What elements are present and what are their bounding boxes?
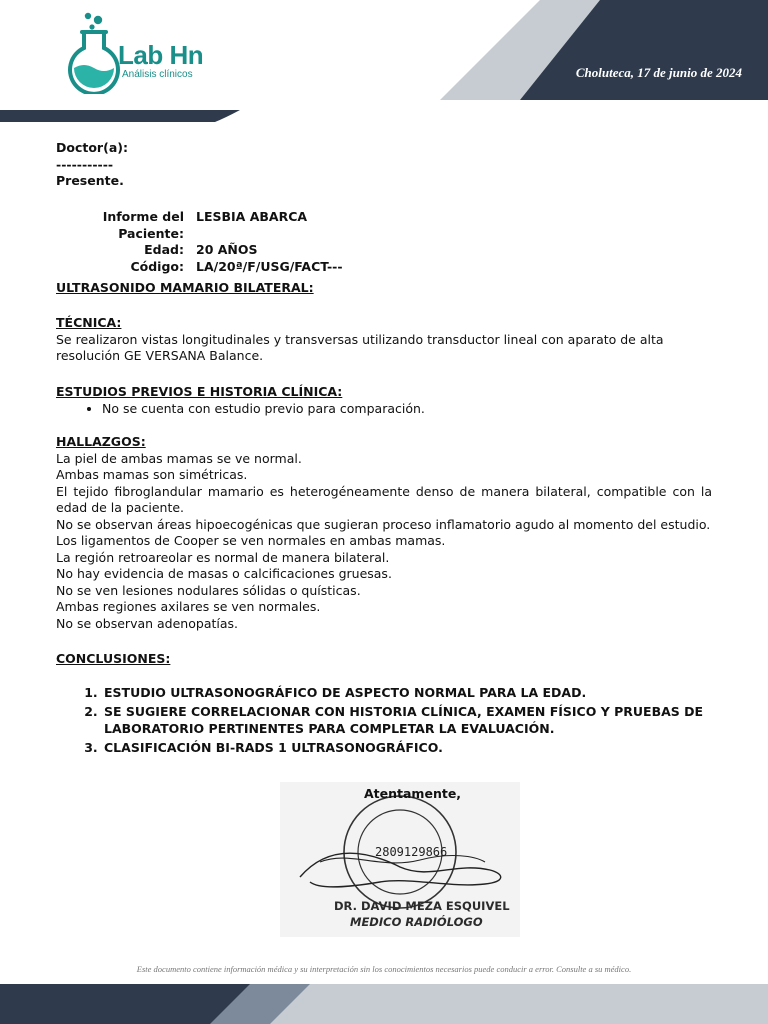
- presente-text: Presente.: [56, 173, 124, 188]
- signature-stamp: [280, 782, 520, 937]
- letterhead-header: [0, 0, 768, 125]
- conclusion-item: 2. SE SUGIERE CORRELACIONAR CON HISTORIA CLÍNICA, EXAMEN FÍSICO Y PRUEBAS DE LABORATORIO PERTINENTES PARA COMPLETAR LA EVALUACIÓN.: [102, 704, 712, 737]
- hallazgo-line: No se ven lesiones nodulares sólidas o quísticas.: [56, 582, 361, 598]
- patient-age: 20 AÑOS: [196, 242, 258, 257]
- patient-name: LESBIA ABARCA: [196, 209, 308, 224]
- hallazgo-line: La región retroareolar es normal de manera bilateral.: [56, 549, 390, 565]
- hallazgos-heading: HALLAZGOS:: [56, 434, 146, 449]
- stamp-number: 2809129866: [375, 845, 448, 859]
- doctor-title: MEDICO RADIÓLOGO: [350, 915, 483, 929]
- patient-row-name: [48, 209, 343, 242]
- hallazgo-line: La piel de ambas mamas se ve normal.: [56, 450, 302, 466]
- hallazgo-line: No se observan adenopatías.: [56, 615, 238, 631]
- doctor-value: -----------: [56, 156, 114, 172]
- tecnica-section: [56, 315, 712, 365]
- study-title: ULTRASONIDO MAMARIO BILATERAL:: [56, 280, 314, 295]
- doctor-name: DR. DAVID MEZA ESQUIVEL: [334, 899, 510, 913]
- hallazgo-line: Ambas mamas son simétricas.: [56, 467, 248, 482]
- conclusion-item: 1. ESTUDIO ULTRASONOGRÁFICO DE ASPECTO NORMAL PARA LA EDAD.: [102, 685, 712, 702]
- conclusiones-section: [56, 651, 712, 760]
- doctor-label: Doctor(a):: [56, 140, 128, 155]
- previos-heading: ESTUDIOS PREVIOS E HISTORIA CLÍNICA:: [56, 384, 343, 399]
- tecnica-text: Se realizaron vistas longitudinales y transversas utilizando transductor lineal con aparato de alta resolución GE VERSANA Balance.: [56, 331, 664, 363]
- hallazgo-line: Los ligamentos de Cooper se ven normales en ambas mamas.: [56, 533, 446, 548]
- footer-shapes: [0, 984, 768, 1024]
- conclusion-item: 3. CLASIFICACIÓN BI-RADS 1 ULTRASONOGRÁFICO.: [102, 740, 712, 757]
- conclusiones-list: [56, 685, 712, 757]
- age-label: Edad:: [144, 242, 184, 257]
- tecnica-heading: TÉCNICA:: [56, 315, 122, 330]
- code-label: Código:: [130, 258, 184, 274]
- signature-background: [280, 782, 520, 937]
- closing-text: Atentamente,: [364, 786, 462, 801]
- disclaimer: Este documento contiene información médica y su interpretación sin los conocimientos necesarios puede conducir a error. Consulte a su médico.: [136, 964, 632, 974]
- hallazgo-line: No hay evidencia de masas o calcificaciones gruesas.: [56, 566, 392, 581]
- study-title-block: [56, 280, 712, 297]
- logo-subtitle: Análisis clínicos: [122, 69, 193, 80]
- previos-section: [56, 384, 712, 417]
- previos-item: • No se cuenta con estudio previo para comparación.: [102, 401, 712, 418]
- header-underline-bar: [0, 110, 240, 122]
- previos-list: [56, 401, 712, 418]
- salutation-block: [56, 140, 712, 190]
- hallazgos-section: [56, 434, 712, 632]
- report-label: Informe del Paciente:: [102, 209, 184, 241]
- footer-navy-band: [0, 984, 250, 1024]
- patient-row-age: [48, 242, 343, 259]
- patient-info: [48, 209, 343, 275]
- city-date: Choluteca, 17 de junio de 2024: [575, 65, 742, 80]
- hallazgo-line: El tejido fibroglandular mamario es heterogéneamente denso de manera bilateral, compatible con la edad de la paciente.: [56, 483, 712, 515]
- conclusiones-heading: CONCLUSIONES:: [56, 651, 171, 666]
- logo-title: Lab Hn: [118, 40, 204, 70]
- hallazgo-line: Ambas regiones axilares se ven normales.: [56, 599, 321, 614]
- hallazgo-line: No se observan áreas hipoecogénicas que sugieran proceso inflamatorio agudo al momento del estudio.: [56, 516, 711, 532]
- patient-code: LA/20ª/F/USG/FACT---: [196, 258, 343, 274]
- patient-row-code: [48, 259, 343, 276]
